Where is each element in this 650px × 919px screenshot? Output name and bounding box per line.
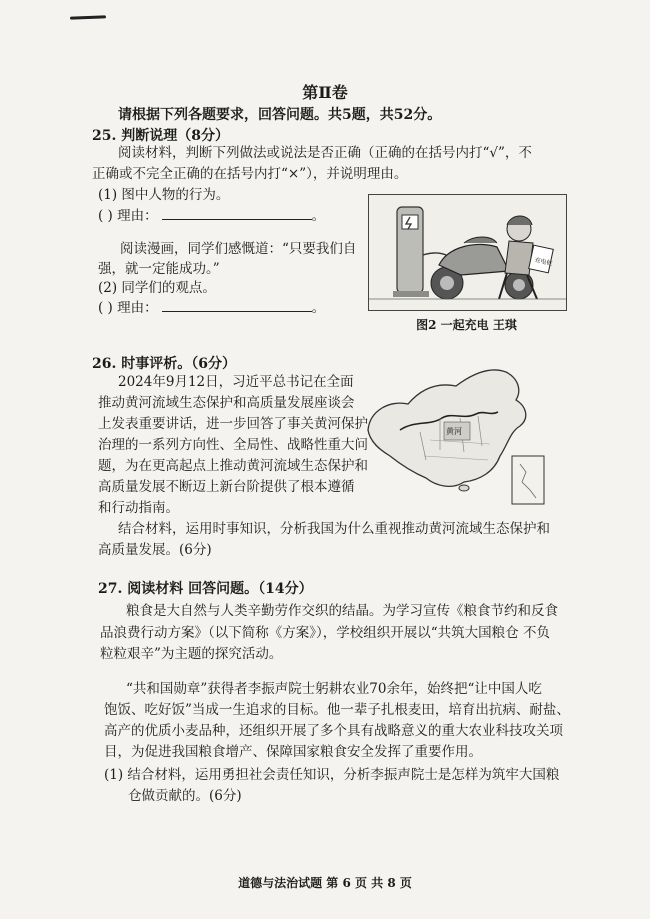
q26-task-line1: 结合材料，运用时事知识，分析我国为什么重视推动黄河流域生态保护和: [118, 521, 550, 537]
q27-material-line-2: 高产的优质小麦品种，还组织开展了多个具有战略意义的重大农业科技攻关项: [104, 723, 563, 739]
q25-reading-line2: 强，就一定能成功。”: [98, 261, 220, 277]
q27-p1-line1: 粮食是大自然与人类辛勤劳作交织的结晶。为学习宣传《粮食节约和反食: [126, 603, 558, 619]
cartoon-sign-text: 充电桩: [533, 256, 553, 268]
q27-p1-line3: 粒粒艰辛”为主题的探究活动。: [100, 646, 283, 662]
answer-blank: [162, 299, 312, 312]
q27-heading: 27. 阅读材料 回答问题。（14分）: [98, 581, 313, 597]
q25-reason1-row: ( ) 理由： 。: [98, 208, 326, 224]
q25-item1: (1) 图中人物的行为。: [98, 187, 230, 203]
instruction: 请根据下列各题要求，回答问题。共5题，共52分。: [118, 107, 442, 123]
section-title: 第Ⅱ卷: [302, 83, 348, 102]
cartoon-drawing: [369, 195, 566, 310]
q26-line-3: 治理的一系列方向性、全局性、战略性重大问: [98, 437, 368, 453]
scan-mark: [70, 15, 106, 19]
cartoon-figure: [368, 194, 567, 311]
q26-line-6: 和行动指南。: [98, 500, 179, 516]
q26-heading: 26. 时事评析。（6分）: [92, 356, 236, 372]
figure-caption: 图2 一起充电 王琪: [416, 318, 517, 332]
q25-heading: 25. 判断说理（8分）: [92, 128, 229, 144]
q26-line-0: 2024年9月12日，习近平总书记在全面: [118, 374, 354, 390]
q25-item2: (2) 同学们的观点。: [98, 280, 216, 296]
q25-intro-line1: 阅读材料，判断下列做法或说法是否正确（正确的在括号内打“√”，不: [118, 145, 532, 161]
q25-intro-line2: 正确或不完全正确的在括号内打“×”），并说明理由。: [92, 166, 408, 182]
q25-reason2-row: ( ) 理由： 。: [98, 300, 326, 316]
q26-line-5: 高质量发展不断迈上新台阶提供了根本遵循: [98, 479, 355, 495]
china-map-drawing: [360, 360, 550, 510]
q27-material-line-0: “共和国勋章”获得者李振声院士躬耕农业70余年，始终把“让中国人吃: [126, 681, 542, 697]
q26-line-2: 上发表重要讲话，进一步回答了事关黄河保护: [98, 416, 368, 432]
q27-sub1-line2: 仓做贡献的。(6分): [128, 788, 242, 804]
q25-reason1-label: ( ) 理由：: [98, 208, 158, 224]
q25-reason2-label: ( ) 理由：: [98, 300, 158, 316]
q25-reading-line1: 阅读漫画，同学们感慨道：“只要我们自: [120, 241, 357, 257]
page-footer: 道德与法治试题 第 6 页 共 8 页: [238, 876, 412, 890]
q27-material-line-1: 饱饭、吃好饭”当成一生追求的目标。他一辈子扎根麦田，培育出抗病、耐盐、: [104, 702, 570, 718]
q26-task-line2: 高质量发展。(6分): [98, 542, 212, 558]
map-label-huanghe: 黄河: [446, 427, 462, 436]
q27-p1-line2: 品浪费行动方案》（以下简称《方案》），学校组织开展以“共筑大国粮仓 不负: [100, 625, 550, 641]
answer-blank: [162, 207, 312, 220]
q27-material-line-3: 目，为促进我国粮食增产、保障国家粮食安全发挥了重要作用。: [104, 744, 482, 760]
china-map: [360, 360, 550, 510]
q26-line-4: 题，为在更高起点上推动黄河流域生态保护和: [98, 458, 368, 474]
q27-sub1-line1: (1) 结合材料，运用勇担社会责任知识，分析李振声院士是怎样为筑牢大国粮: [104, 767, 560, 783]
q26-line-1: 推动黄河流域生态保护和高质量发展座谈会: [98, 395, 355, 411]
